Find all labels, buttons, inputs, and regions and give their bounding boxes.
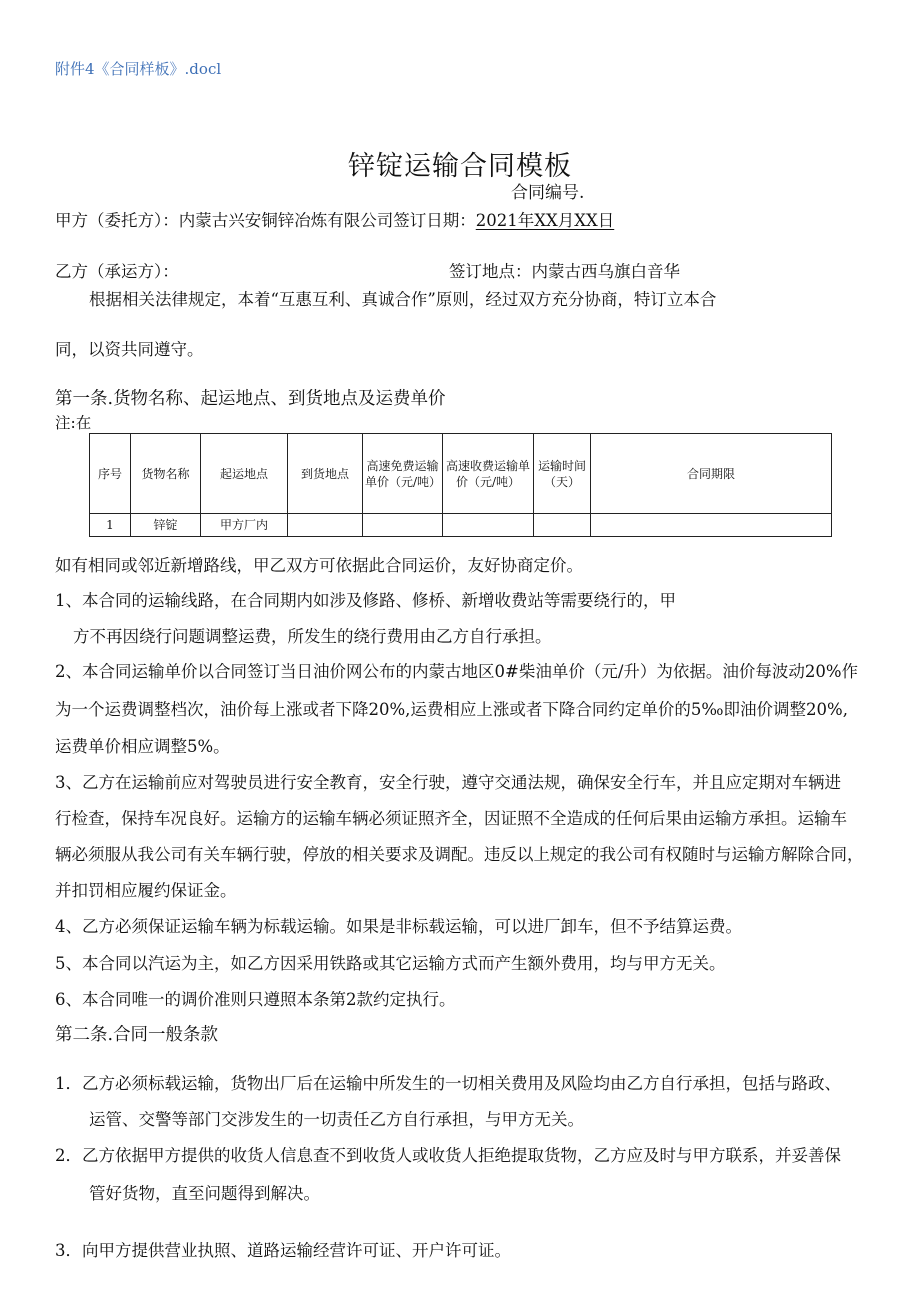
table-cell: 甲方厂内: [201, 514, 288, 537]
attachment-label: 附件4《合同样板》.docl: [55, 60, 222, 78]
clause-4: 4、乙方必须保证运输车辆为标载运输。如果是非标载运输，可以进厂卸车，但不予结算运费。: [55, 917, 742, 936]
table-header-cell: 高速免费运输单价（元/吨）: [363, 434, 443, 514]
clause-2-line-2: 为一个运费调整档次，油价每上涨或者下降20%,运费相应上涨或者下降合同约定单价的5‰即油价调整20%,: [55, 700, 848, 719]
clause-3-line-2: 行检查，保持车况良好。运输方的运输车辆必须证照齐全，因证照不全造成的任何后果由运输方承担。运输车: [55, 809, 847, 828]
party-a-label: 甲方（委托方）：: [55, 211, 179, 230]
sign-place: 内蒙古西乌旗白音华: [531, 262, 680, 281]
sign-place-label: 签订地点：: [449, 262, 532, 281]
article-2-heading: 第二条.合同一般条款: [55, 1025, 219, 1045]
clause-1-line-2: 方不再因绕行问题调整运费，所发生的绕行费用由乙方自行承担。: [73, 627, 552, 646]
table-cell: 锌锭: [131, 514, 201, 537]
table-header-cell: 运输时间（天）: [534, 434, 591, 514]
party-a-line: [55, 207, 614, 231]
table-header-cell: 货物名称: [131, 434, 201, 514]
clause-2-line-1: 2、本合同运输单价以合同签订当日油价网公布的内蒙古地区0#柴油单价（元/升）为依据。油价每波动20%作: [55, 662, 859, 681]
item-3: 3．向甲方提供营业执照、道路运输经营许可证、开户许可证。: [55, 1241, 511, 1260]
table-header-row: [90, 434, 832, 514]
sign-date-label: 签订日期：: [393, 211, 476, 230]
table-header-cell: 高速收费运输单价（元/吨）: [443, 434, 534, 514]
table-row: [90, 514, 832, 537]
table-cell: [534, 514, 591, 537]
clause-1-line-1: 1、本合同的运输线路，在合同期内如涉及修路、修桥、新增收费站等需要绕行的，甲: [55, 591, 676, 610]
clause-6: 6、本合同唯一的调价准则只遵照本条第2款约定执行。: [55, 990, 456, 1009]
after-table-note: 如有相同或邻近新增路线，甲乙双方可依据此合同运价，友好协商定价。: [55, 556, 583, 575]
item-2-line-1: 2．乙方依据甲方提供的收货人信息查不到收货人或收货人拒绝提取货物，乙方应及时与甲方联系，并妥善保: [55, 1146, 841, 1165]
clause-3-line-4: 并扣罚相应履约保证金。: [55, 881, 237, 900]
intro-line-2: 同，以资共同遵守。: [55, 340, 204, 359]
item-1-line-1: 1．乙方必须标载运输，货物出厂后在运输中所发生的一切相关费用及风险均由乙方自行承担，包括与路政、: [55, 1074, 841, 1093]
clause-5: 5、本合同以汽运为主，如乙方因采用铁路或其它运输方式而产生额外费用，均与甲方无关。: [55, 954, 726, 973]
table-header-cell: 序号: [90, 434, 131, 514]
table-header-cell: 起运地点: [201, 434, 288, 514]
table-cell: [288, 514, 363, 537]
article-1-heading: 第一条.货物名称、起运地点、到货地点及运费单价: [55, 389, 446, 409]
table-cell: [443, 514, 534, 537]
clause-3-line-1: 3、乙方在运输前应对驾驶员进行安全教育，安全行驶，遵守交通法规，确保安全行车，并且应定期对车辆进: [55, 773, 841, 792]
party-a-name: 内蒙古兴安铜锌冶炼有限公司: [178, 211, 394, 230]
item-1-line-2: 运管、交警等部门交涉发生的一切责任乙方自行承担，与甲方无关。: [89, 1110, 584, 1129]
table-cell: 1: [90, 514, 131, 537]
document-title: 锌锭运输合同模板: [348, 151, 572, 182]
item-2-line-2: 管好货物，直至问题得到解决。: [89, 1184, 320, 1203]
table-cell: [363, 514, 443, 537]
sign-date: 2021年XX月XX日: [475, 211, 615, 230]
article-1-note: 注:在: [55, 414, 92, 432]
party-b-label: 乙方（承运方）：: [55, 262, 179, 281]
clause-3-line-3: 辆必须服从我公司有关车辆行驶，停放的相关要求及调配。违反以上规定的我公司有权随时与运输方解除合同，: [55, 845, 864, 864]
table-header-cell: 合同期限: [591, 434, 832, 514]
table-cell: [591, 514, 832, 537]
goods-table: [89, 433, 832, 537]
table-header-cell: 到货地点: [288, 434, 363, 514]
contract-number-label: 合同编号.: [511, 183, 585, 203]
intro-line-1: 根据相关法律规定，本着“互惠互利、真诚合作”原则，经过双方充分协商，特订立本合: [89, 290, 717, 309]
sign-place-line: [449, 258, 680, 282]
clause-2-line-3: 运费单价相应调整5%。: [55, 737, 230, 756]
